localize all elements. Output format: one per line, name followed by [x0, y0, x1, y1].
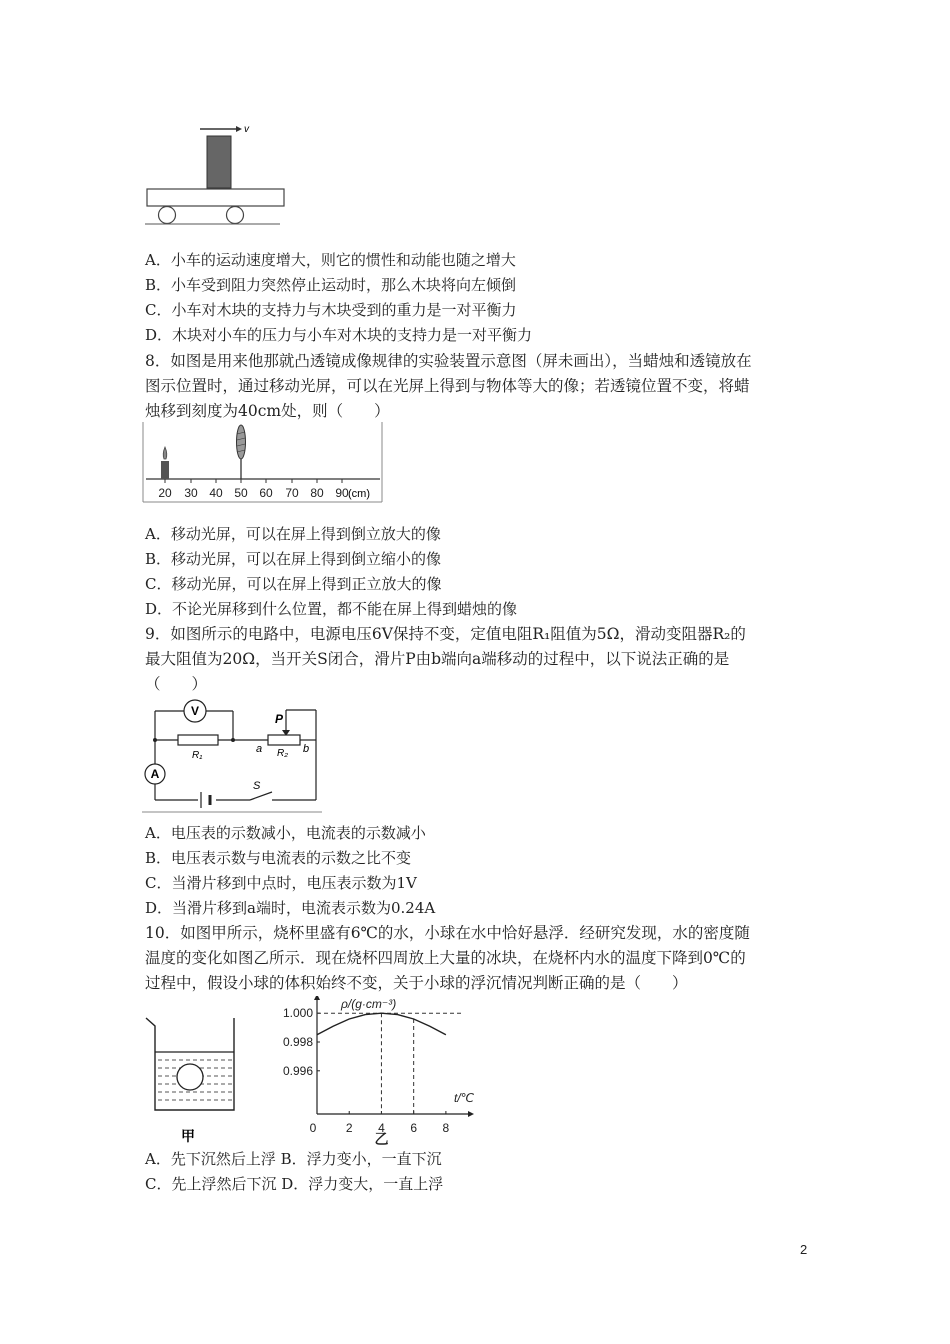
tick-40: 40	[209, 486, 223, 500]
q9-circuit-figure	[140, 696, 325, 814]
y-tick-label: 1.000	[282, 1006, 313, 1021]
switch-label: S	[253, 780, 261, 792]
q10-options-row-1: A．先下沉然后上浮 B．浮力变小，一直下沉	[145, 1150, 442, 1168]
y-tick-label: 0.998	[282, 1035, 313, 1049]
figure-label-jia: 甲	[181, 1128, 195, 1144]
figure-label-yi: 乙	[374, 1131, 389, 1146]
q8-stem-3: 烛移到刻度为40cm处，则（ ）	[145, 402, 390, 420]
y-tick-label: 0.996	[282, 1063, 313, 1078]
tick-80: 80	[310, 486, 324, 500]
q7-option-b: B．小车受到阻力突然停止运动时，那么木块将向左倾倒	[145, 276, 517, 294]
velocity-label: v	[244, 124, 249, 135]
q9-option-b: B．电压表示数与电流表的示数之比不变	[145, 849, 412, 867]
r1-label: R₁	[192, 750, 203, 761]
q7-cart-figure	[140, 118, 290, 230]
end-a-label: a	[256, 743, 263, 755]
x-tick-label: 0	[309, 1121, 317, 1135]
q9-option-c: C．当滑片移到中点时，电压表示数为1V	[145, 874, 417, 892]
q8-stem-1: 8．如图是用来他那就凸透镜成像规律的实验装置示意图（屏未画出），当蜡烛和透镜放在	[145, 352, 752, 370]
page-number: 2	[800, 1242, 808, 1257]
q7-option-a: A．小车的运动速度增大，则它的惯性和动能也随之增大	[145, 251, 516, 269]
q9-option-d: D．当滑片移到a端时，电流表示数为0.24A	[145, 899, 436, 917]
q8-stem-2: 图示位置时，通过移动光屏，可以在光屏上得到与物体等大的像；若透镜位置不变，将蜡	[145, 377, 750, 395]
q8-optical-bench-figure	[140, 422, 385, 504]
q10-beaker-figure	[140, 1008, 250, 1146]
tick-50: 50	[234, 486, 248, 500]
q10-density-chart	[272, 996, 490, 1146]
q8-option-a: A．移动光屏，可以在屏上得到倒立放大的像	[145, 525, 441, 543]
x-axis-title: t/℃	[454, 1091, 475, 1105]
q10-options-row-2: C．先上浮然后下沉 D．浮力变大，一直上浮	[145, 1175, 444, 1193]
x-axis-arrow	[468, 1111, 474, 1117]
q9-stem-3: （ ）	[145, 675, 208, 693]
q9-stem-2: 最大阻值为20Ω，当开关S闭合，滑片P由b端向a端移动的过程中，以下说法正确的是	[145, 650, 730, 668]
tick-30: 30	[184, 486, 198, 500]
x-tick-label: 2	[345, 1121, 353, 1135]
scale-unit: (cm)	[348, 488, 370, 500]
tick-60: 60	[259, 486, 273, 500]
q10-stem-1: 10．如图甲所示，烧杯里盛有6℃的水，小球在水中恰好悬浮．经研究发现，水的密度随	[145, 924, 750, 942]
q9-stem-1: 9．如图所示的电路中，电源电压6V保持不变，定值电阻R₁阻值为5Ω，滑动变阻器R₂的	[145, 625, 746, 643]
y-axis-title: ρ/(g·cm⁻³)	[341, 997, 397, 1011]
tick-70: 70	[285, 486, 299, 500]
x-tick-label: 4	[378, 1121, 385, 1135]
q10-stem-2: 温度的变化如图乙所示．现在烧杯四周放上大量的冰块，在烧杯内水的温度下降到0℃的	[145, 949, 746, 967]
x-tick-label: 6	[410, 1121, 418, 1135]
q9-option-a: A．电压表的示数减小，电流表的示数减小	[145, 824, 426, 842]
x-tick-label: 8	[442, 1121, 450, 1135]
tick-20: 20	[158, 486, 172, 500]
r2-label: R₂	[277, 748, 289, 759]
q10-stem-3: 过程中，假设小球的体积始终不变，关于小球的浮沉情况判断正确的是（ ）	[145, 974, 688, 992]
q8-option-d: D．不论光屏移到什么位置，都不能在屏上得到蜡烛的像	[145, 600, 518, 618]
voltmeter-label: V	[190, 704, 200, 718]
end-b-label: b	[303, 743, 310, 755]
q7-option-c: C．小车对木块的支持力与木块受到的重力是一对平衡力	[145, 301, 517, 319]
y-axis-arrow	[314, 996, 320, 1000]
q8-option-c: C．移动光屏，可以在屏上得到正立放大的像	[145, 575, 442, 593]
ammeter-label: A	[150, 767, 160, 781]
slider-label: P	[275, 712, 284, 726]
q8-option-b: B．移动光屏，可以在屏上得到倒立缩小的像	[145, 550, 442, 568]
q7-option-d: D．木块对小车的压力与小车对木块的支持力是一对平衡力	[145, 326, 533, 344]
tick-90: 90	[335, 486, 349, 500]
